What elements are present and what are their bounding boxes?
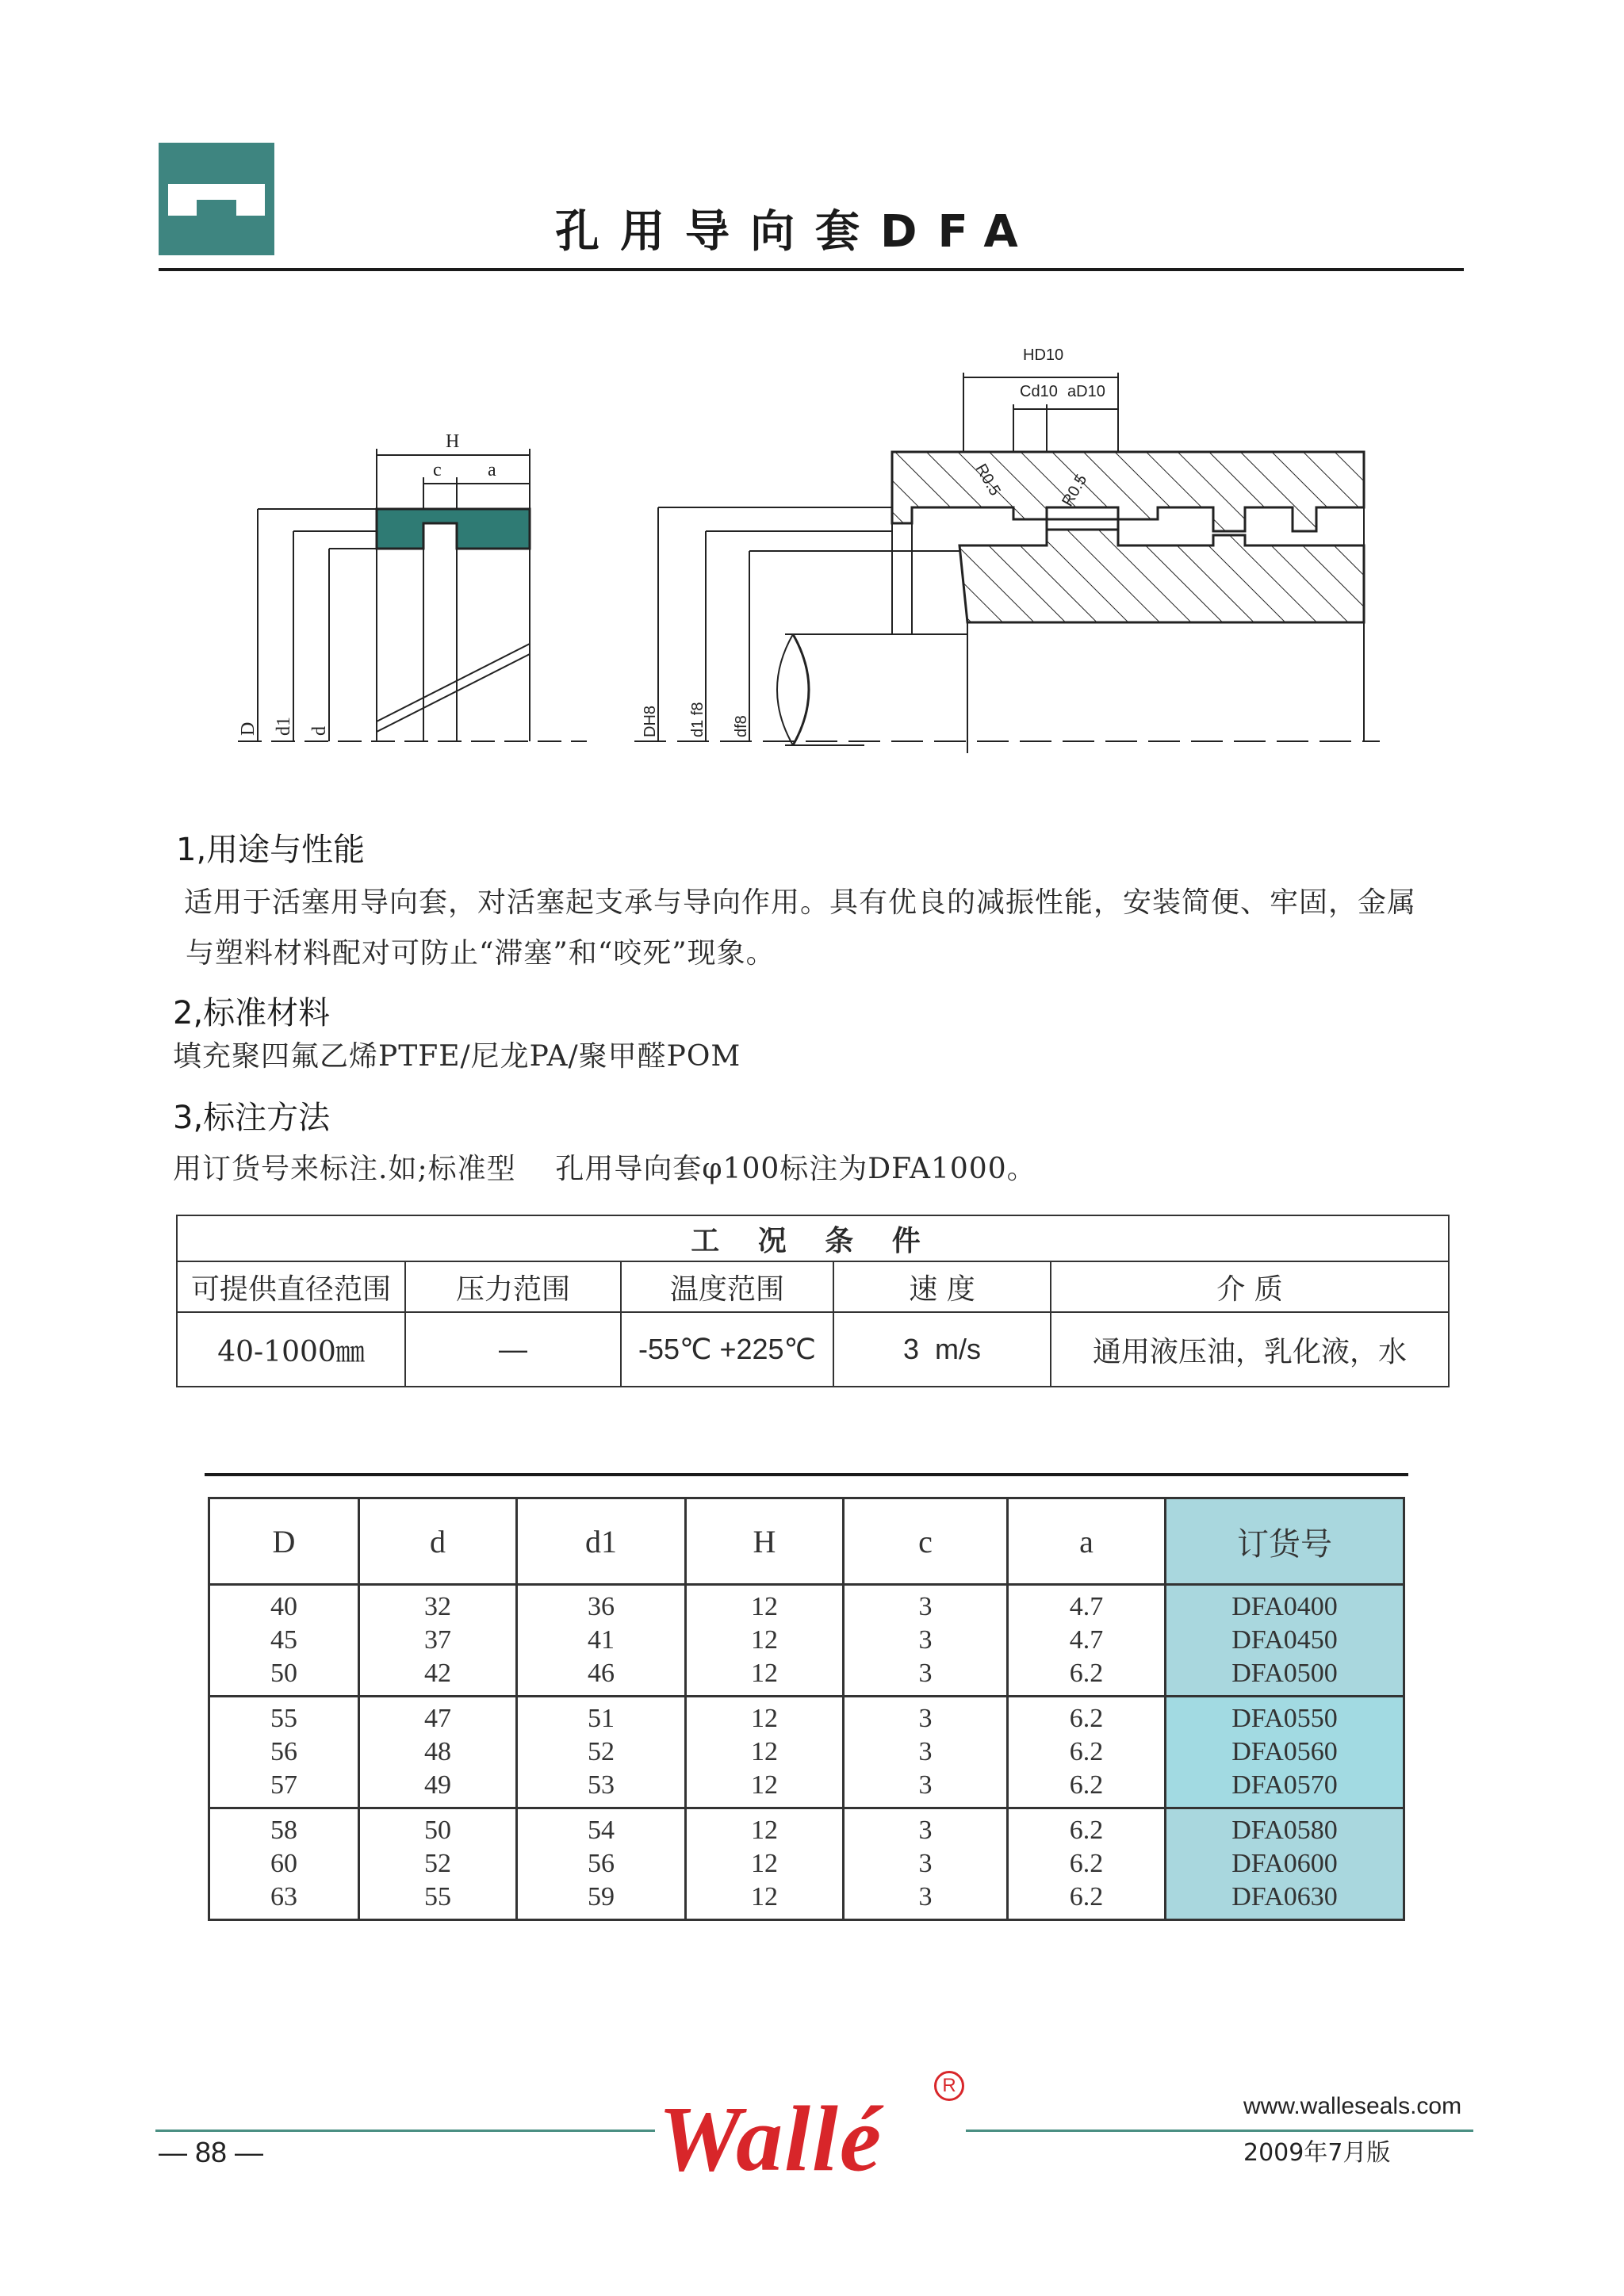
- cell-H: 12 12 12: [686, 1697, 844, 1808]
- cell-d1: 51 52 53: [517, 1697, 686, 1808]
- cell-d: 32 37 42: [359, 1585, 517, 1697]
- label-d1-f8: d1 f8: [689, 702, 707, 737]
- size-header-c: c: [844, 1498, 1008, 1585]
- conditions-table: [176, 1215, 1450, 1387]
- cell-order-no: DFA0550 DFA0560 DFA0570: [1166, 1697, 1404, 1808]
- cond-label-diameter: 可提供直径范围: [177, 1261, 405, 1312]
- label-d: d: [309, 726, 330, 736]
- section-text-usage-line2: 与塑料材料配对可防止“滞塞”和“咬死”现象。: [186, 937, 776, 970]
- cond-value-speed: 3 m/s: [833, 1312, 1051, 1387]
- title-rule: [159, 268, 1464, 271]
- label-c-d10: Cd10: [1020, 383, 1058, 400]
- size-table-rule: [205, 1473, 1408, 1476]
- cell-a: 4.7 4.7 6.2: [1008, 1585, 1166, 1697]
- cell-a: 6.2 6.2 6.2: [1008, 1697, 1166, 1808]
- size-header-d1: d1: [517, 1498, 686, 1585]
- seal-profile-icon: [159, 143, 274, 255]
- label-D-H8: DH8: [642, 705, 659, 737]
- page-title: 孔用导向套DFA: [555, 206, 1039, 258]
- label-radius-2: R0.5: [1059, 471, 1091, 510]
- cell-order-no: DFA0580 DFA0600 DFA0630: [1166, 1808, 1404, 1920]
- size-table: [208, 1497, 1405, 1921]
- cell-c: 3 3 3: [844, 1585, 1008, 1697]
- brand-logo: Wallé: [658, 2087, 883, 2191]
- section-text-usage-line1: 适用于活塞用导向套，对活塞起支承与导向作用。具有优良的减振性能，安装简便、牢固，金属: [184, 886, 1417, 919]
- section-heading-marking: 3,标注方法: [173, 1100, 331, 1136]
- section-text-marking: 用订货号来标注.如;标准型 孔用导向套φ100标注为DFA1000。: [173, 1153, 1036, 1185]
- cell-D: 58 60 63: [209, 1808, 359, 1920]
- section-heading-usage: 1,用途与性能: [176, 832, 366, 868]
- label-a-D10: aD10: [1067, 383, 1105, 400]
- footer-rule-left: [155, 2130, 655, 2132]
- table-row: [209, 1585, 1404, 1697]
- cell-c: 3 3 3: [844, 1808, 1008, 1920]
- cell-D: 55 56 57: [209, 1697, 359, 1808]
- registered-mark-icon: R: [934, 2071, 964, 2101]
- conditions-title: 工 况 条 件: [177, 1215, 1449, 1261]
- cond-label-medium: 介 质: [1051, 1261, 1449, 1312]
- label-H-D10: HD10: [1023, 346, 1064, 364]
- size-header-D: D: [209, 1498, 359, 1585]
- cond-label-temperature: 温度范围: [621, 1261, 833, 1312]
- cond-label-pressure: 压力范围: [405, 1261, 621, 1312]
- section-icon: [159, 143, 274, 255]
- cell-H: 12 12 12: [686, 1808, 844, 1920]
- cond-value-medium: 通用液压油，乳化液，水: [1051, 1312, 1449, 1387]
- website-url: www.walleseals.com: [1243, 2093, 1462, 2119]
- cell-d1: 54 56 59: [517, 1808, 686, 1920]
- page-number: — 88 —: [159, 2136, 264, 2168]
- size-header-d: d: [359, 1498, 517, 1585]
- table-row: [209, 1697, 1404, 1808]
- size-header-order-no: 订货号: [1166, 1498, 1404, 1585]
- size-header-H: H: [686, 1498, 844, 1585]
- installation-drawing: [626, 341, 1388, 753]
- ring-section-drawing: [222, 420, 595, 753]
- cell-order-no: DFA0400 DFA0450 DFA0500: [1166, 1585, 1404, 1697]
- label-d-f8: df8: [733, 715, 750, 737]
- label-c: c: [433, 460, 442, 480]
- cond-value-diameter: 40-1000㎜: [177, 1312, 405, 1387]
- cond-value-pressure: —: [405, 1312, 621, 1387]
- size-header-a: a: [1008, 1498, 1166, 1585]
- cell-d1: 36 41 46: [517, 1585, 686, 1697]
- cell-d: 50 52 55: [359, 1808, 517, 1920]
- footer-rule-right: [966, 2130, 1473, 2132]
- label-D: D: [238, 721, 259, 736]
- cell-D: 40 45 50: [209, 1585, 359, 1697]
- label-a: a: [488, 460, 496, 480]
- label-d1: d1: [274, 717, 294, 736]
- table-row: [209, 1808, 1404, 1920]
- cond-label-speed: 速 度: [833, 1261, 1051, 1312]
- section-heading-material: 2,标准材料: [173, 995, 331, 1031]
- edition-date: 2009年7月版: [1243, 2139, 1391, 2167]
- label-radius-1: R0.5: [971, 461, 1004, 499]
- label-H: H: [446, 431, 460, 452]
- cell-d: 47 48 49: [359, 1697, 517, 1808]
- cell-c: 3 3 3: [844, 1697, 1008, 1808]
- cond-value-temperature: -55℃ +225℃: [621, 1312, 833, 1387]
- cell-a: 6.2 6.2 6.2: [1008, 1808, 1166, 1920]
- cell-H: 12 12 12: [686, 1585, 844, 1697]
- section-text-material: 填充聚四氟乙烯PTFE/尼龙PA/聚甲醛POM: [173, 1040, 741, 1073]
